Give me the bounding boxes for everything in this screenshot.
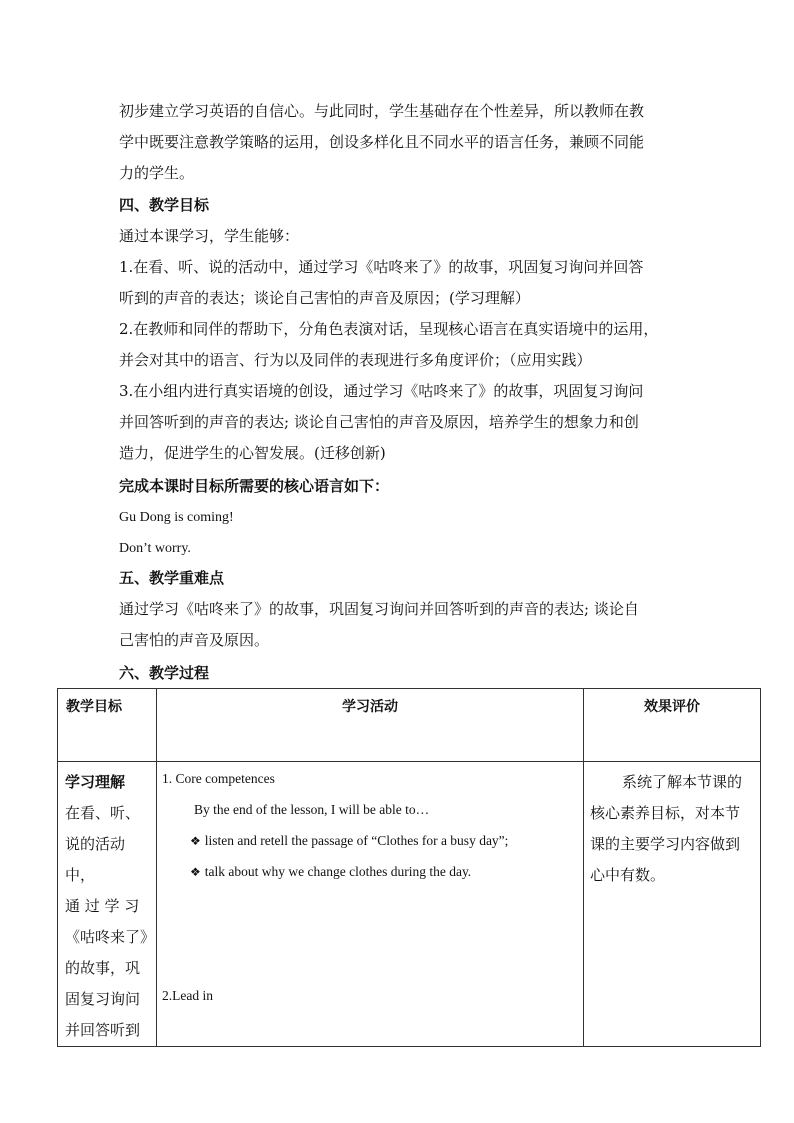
goal-cell-line: 《咕咚来了》 bbox=[65, 928, 156, 946]
header-goal-cell bbox=[58, 689, 157, 762]
goal-line-3: 2.在教师和同伴的帮助下，分角色表演对话，呈现核心语言在真实语境中的运用， bbox=[119, 320, 659, 338]
goal-cell-line: 通 过 学 习 bbox=[65, 897, 140, 915]
goal-line-4: 并会对其中的语言、行为以及同伴的表现进行多角度评价；（应用实践） bbox=[119, 351, 592, 369]
goal-line-5: 3.在小组内进行真实语境的创设，通过学习《咕咚来了》的故事，巩固复习询问 bbox=[119, 382, 644, 400]
evaluation-line: 课的主要学习内容做到 bbox=[590, 835, 741, 853]
header-goal: 教学目标 bbox=[66, 699, 122, 715]
table-header-row bbox=[58, 689, 761, 762]
header-evaluation: 效果评价 bbox=[644, 699, 700, 715]
evaluation-cell bbox=[584, 762, 761, 1047]
core-language-line-2: Don’t worry. bbox=[119, 541, 191, 556]
intro-line-2: 学中既要注意教学策略的运用，创设多样化且不同水平的语言任务，兼顾不同能 bbox=[119, 133, 645, 151]
goal-cell bbox=[58, 762, 157, 1047]
goal-line-7: 造力，促进学生的心智发展。(迁移创新) bbox=[119, 444, 386, 462]
activity-bullet-text: talk about why we change clothes during the day. bbox=[204, 864, 472, 879]
evaluation-line: 心中有数。 bbox=[590, 866, 666, 884]
core-language-heading: 完成本课时目标所需要的核心语言如下： bbox=[119, 477, 390, 495]
goal-cell-line: 在看、听、 bbox=[65, 804, 141, 822]
section-4-lead: 通过本课学习，学生能够： bbox=[119, 227, 300, 245]
goal-text bbox=[58, 762, 156, 1046]
activity-cell bbox=[157, 762, 584, 1047]
diamond-bullet-icon: ❖ bbox=[190, 834, 201, 848]
diamond-bullet-icon: ❖ bbox=[190, 865, 201, 879]
core-language-line-1: Gu Dong is coming! bbox=[119, 510, 234, 525]
intro-line-1: 初步建立学习英语的自信心。与此同时，学生基础存在个性差异，所以教师在教 bbox=[119, 102, 645, 120]
section-4-heading: 四、教学目标 bbox=[119, 196, 210, 214]
activity-intro: By the end of the lesson, I will be able to… bbox=[194, 802, 430, 817]
header-evaluation-cell bbox=[584, 689, 761, 762]
header-activity-cell bbox=[157, 689, 584, 762]
header-activity: 学习活动 bbox=[342, 699, 398, 715]
intro-line-3: 力的学生。 bbox=[119, 164, 195, 182]
activity-bullet-text: listen and retell the passage of “Clothes for a busy day”; bbox=[204, 833, 509, 848]
section-6-heading: 六、教学过程 bbox=[119, 664, 210, 682]
table-row bbox=[58, 762, 761, 1047]
activity-bullet-1 bbox=[190, 833, 508, 849]
section-5-line-2: 己害怕的声音及原因。 bbox=[119, 631, 270, 649]
evaluation-text bbox=[584, 762, 760, 891]
goal-cell-line: 的故事，巩 bbox=[65, 959, 141, 977]
goal-cell-line: 固复习询问 bbox=[65, 990, 141, 1008]
activity-bullet-2 bbox=[190, 864, 471, 880]
goal-cell-line: 说的活动中， bbox=[65, 835, 126, 884]
goal-title: 学习理解 bbox=[65, 773, 126, 791]
goal-line-2: 听到的声音的表达；谈论自己害怕的声音及原因；(学习理解） bbox=[119, 289, 530, 307]
activity-item-1: 1. Core competences bbox=[162, 771, 275, 786]
teaching-process-table bbox=[57, 688, 761, 1047]
goal-line-6: 并回答听到的声音的表达; 谈论自己害怕的声音及原因，培养学生的想象力和创 bbox=[119, 413, 639, 431]
activity-item-2: 2.Lead in bbox=[162, 988, 213, 1003]
goal-line-1: 1.在看、听、说的活动中，通过学习《咕咚来了》的故事，巩固复习询问并回答 bbox=[119, 258, 644, 276]
activity-content bbox=[157, 762, 583, 1010]
section-5-line-1: 通过学习《咕咚来了》的故事，巩固复习询问并回答听到的声音的表达; 谈论自 bbox=[119, 600, 639, 618]
evaluation-line: 核心素养目标，对本节 bbox=[590, 804, 741, 822]
goal-cell-line: 并回答听到 bbox=[65, 1021, 141, 1039]
section-5-heading: 五、教学重难点 bbox=[119, 569, 225, 587]
evaluation-line: 系统了解本节课的 bbox=[622, 773, 743, 791]
